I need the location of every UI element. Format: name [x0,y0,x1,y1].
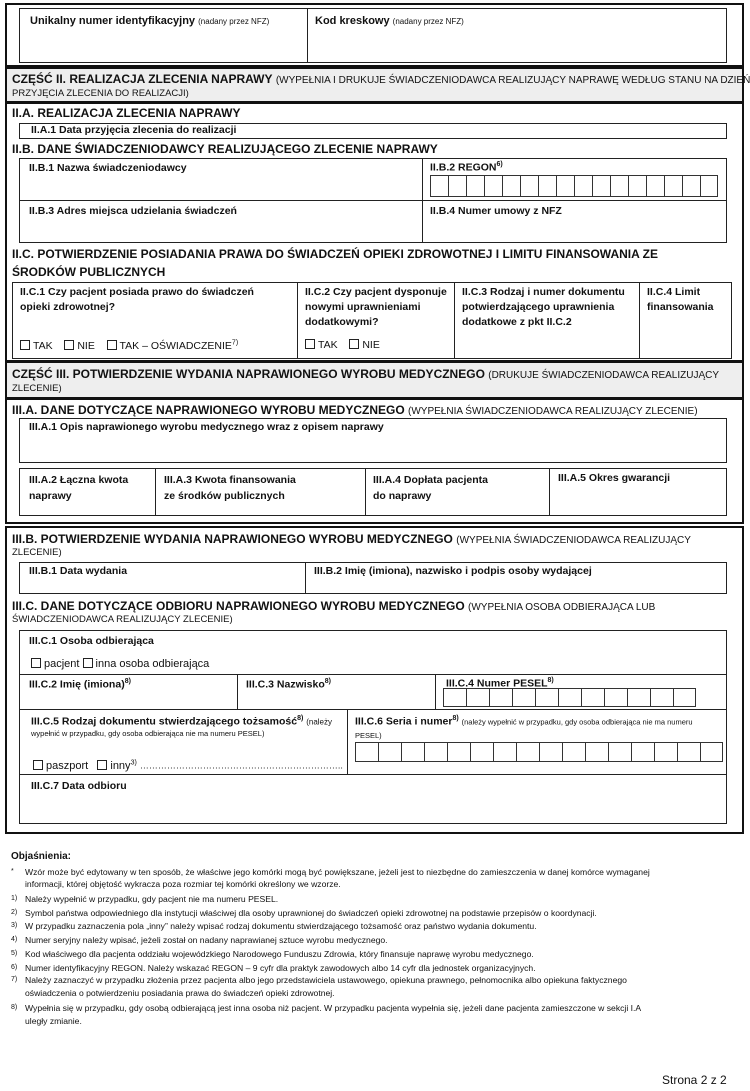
regon-digit-cells[interactable] [430,175,718,197]
footnote-text: Numer identyfikacyjny REGON. Należy wskazać REGON – 9 cyfr dla praktyk zawodowych albo 14 cyfr dla jednostek organizacyjnych. [25,963,536,973]
total-amount-label: III.A.2 Łączna kwota naprawy [29,474,129,502]
footnote-text: Należy wypełnić w przypadku, gdy pacjent nie ma numeru PESEL. [25,894,279,904]
id-document-type-note: wypełnić w przypadku, gdy osoba odbierająca nie ma numeru PESEL) [31,729,265,738]
checkbox-nie[interactable]: NIE [64,340,95,352]
part2-c-title-cont: ŚRODKÓW PUBLICZNYCH [12,265,166,279]
footnotes-heading: Objaśnienia: [11,851,72,862]
footnote-text: Symbol państwa odpowiedniego dla instytucji właściwej dla osoby uprawnionej do świadczeń opieki zdrowotnej na podstawie przepisów o koordynacji. [25,908,597,918]
provider-address-label: II.B.3 Adres miejsca udzielania świadczeń [29,205,237,217]
date-accepted-label: II.A.1 Data przyjęcia zlecenia do realizacji [31,124,237,136]
pesel-digit-cells[interactable] [443,688,696,707]
footnote-mark: 8) [11,1004,18,1011]
pesel-label: III.C.4 Numer PESEL$^{8)}$ [446,677,554,690]
barcode-label: Kod kreskowy (nadany przez NFZ) [315,15,464,27]
funding-limit-label: II.C.4 Limit finansowania [647,286,714,313]
footnote-mark: 5) [11,950,18,957]
footnote-item [11,878,341,891]
footnote-mark: 1) [11,895,18,902]
part2-c-title: II.C. POTWIERDZENIE POSIADANIA PRAWA DO ŚWIADCZEŃ OPIEKI ZDROWOTNEJ I LIMITU FINANSOWANIA ZE [12,247,659,261]
part2-a-title: II.A. REALIZACJA ZLECENIA NAPRAWY [12,106,241,120]
additional-rights-options [305,339,380,351]
page-number: Strona 2 z 2 [662,1073,727,1087]
footnote-item [11,962,536,975]
rights-document-label: II.C.3 Rodzaj i numer dokumentu potwierdzającego uprawnienia dodatkowe z pkt II.C.2 [462,286,625,328]
footnote-item [11,866,650,879]
additional-rights-label: II.C.2 Czy pacjent dysponuje nowymi uprawnieniami dodatkowymi? [305,286,447,328]
issue-date-label: III.B.1 Data wydania [29,565,128,577]
public-funding-label: III.A.3 Kwota finansowania ze środków publicznych [164,474,296,502]
series-number-cells[interactable] [355,742,723,762]
checkbox-inny[interactable]: inny$^{3)}$ [97,760,136,772]
part3-b-note: ZLECENIE) [12,547,62,558]
checkbox-paszport[interactable]: paszport [33,760,88,772]
checkbox-tak-oswiadczenie[interactable]: TAK – OŚWIADCZENIE$^{7)}$ [107,340,239,352]
footnote-text: oświadczenia o potwierdzeniu posiadania prawa do świadczeń opieki zdrowotnej. [25,988,335,998]
footnote-text: W przypadku zaznaczenia pola „inny” należy wpisać rodzaj dokumentu stwierdzającego tożsamość oraz państwo wydania dokumentu. [25,921,537,931]
repair-description-label: III.A.1 Opis naprawionego wyrobu medycznego wraz z opisem naprawy [29,421,384,433]
footnote-text: Wypełnia się w przypadku, gdy osobą odbierającą jest inna osoba niż pacjent. W przypadku pacjenta wypełnia się, jeżeli dane pacjenta zamieszczone w sekcji I.A [25,1003,642,1013]
footnote-text: Wzór może być edytowany w ten sposób, że właściwe jego komórki mogą być powiększane, jeżeli jest to niezbędne do zamieszczenia w danej komórce wymaganej [25,867,650,877]
right-to-care-options [20,339,238,352]
footnote-mark: 6) [11,964,18,971]
id-document-options [33,759,343,772]
footnote-item [11,934,388,947]
issuer-signature-label: III.B.2 Imię (imiona), nazwisko i podpis osoby wydającej [314,565,592,577]
footnote-text: informacji, której objętość wykracza poza rozmiar tej komórki określony we wzorze. [25,879,341,889]
pickup-person-options [31,658,209,670]
footnote-item [11,974,627,987]
footnote-text: Numer seryjny należy wpisać, jeżeli został on nadany naprawianej sztuce wyrobu medycznego. [25,935,388,945]
checkbox-inna-osoba[interactable]: inna osoba odbierająca [83,658,210,670]
checkbox-nie-c2[interactable]: NIE [349,339,380,351]
part2-b-title: II.B. DANE ŚWIADCZENIODAWCY REALIZUJĄCEGO ZLECENIE NAPRAWY [12,142,438,156]
warranty-label: III.A.5 Okres gwarancji [558,472,671,484]
footnote-item [11,907,597,920]
footnote-mark: * [11,868,14,875]
footnote-item [11,1015,82,1028]
footnote-mark: 7) [11,976,18,983]
right-to-care-label: II.C.1 Czy pacjent posiada prawo do świadczeń opieki zdrowotnej? [20,286,254,313]
first-name-label: III.C.2 Imię (imiona)$^{8)}$ [29,678,131,691]
footnote-text: Należy zaznaczyć w przypadku złożenia przez pacjenta albo jego przedstawiciela ustawowego, opiekuna prawnego, pełnomocnika albo opiekuna faktycznego [25,975,627,985]
pickup-person-label: III.C.1 Osoba odbierająca [29,635,154,647]
series-number-label: III.C.6 Seria i numer$^{8)}$ (należy wypełnić w przypadku, gdy osoba odbierająca nie ma numeru [355,715,693,728]
part3-c-title: III.C. DANE DOTYCZĄCE ODBIORU NAPRAWIONEGO WYROBU MEDYCZNEGO (WYPEŁNIA OSOBA ODBIERAJĄCA LUB [12,599,656,613]
footnote-item [11,948,534,961]
footnote-item [11,920,537,933]
footnote-item [11,893,278,906]
part3-b-title: III.B. POTWIERDZENIE WYDANIA NAPRAWIONEGO WYROBU MEDYCZNEGO (WYPEŁNIA ŚWIADCZENIODAWCA REALIZUJĄCY [12,532,691,546]
patient-surcharge-label: III.A.4 Dopłata pacjenta do naprawy [373,474,488,502]
unique-id-label: Unikalny numer identyfikacyjny (nadany przez NFZ) [30,15,270,27]
footnote-text: Kod właściwego dla pacjenta oddziału wojewódzkiego Narodowego Funduszu Zdrowia, który finansuje naprawę wyrobu medycznego. [25,949,534,959]
part3-title: CZĘŚĆ III. POTWIERDZENIE WYDANIA NAPRAWIONEGO WYROBU MEDYCZNEGO (DRUKUJE ŚWIADCZENIODAWCA REALIZUJĄCY [12,367,720,381]
regon-label: II.B.2 REGON$^{6)}$ [430,161,503,174]
contract-number-label: II.B.4 Numer umowy z NFZ [430,205,562,217]
provider-name-label: II.B.1 Nazwa świadczeniodawcy [29,162,187,174]
checkbox-tak-c2[interactable]: TAK [305,339,338,351]
footnote-mark: 2) [11,909,18,916]
footnote-item [11,987,335,1000]
series-number-note: PESEL) [355,731,382,740]
part2-title: CZĘŚĆ II. REALIZACJA ZLECENIA NAPRAWY (WYPEŁNIA I DRUKUJE ŚWIADCZENIODAWCA REALIZUJĄCY NAPRAWĘ WEDŁUG STANU NA DZIEŃ [12,72,750,86]
pickup-date-field[interactable] [20,776,726,823]
part3-note: ZLECENIE) [12,383,62,394]
checkbox-tak[interactable]: TAK [20,340,53,352]
id-document-type-label: III.C.5 Rodzaj dokumentu stwierdzającego tożsamość$^{8)}$ (należy [31,715,333,728]
part3-a-title: III.A. DANE DOTYCZĄCE NAPRAWIONEGO WYROBU MEDYCZNEGO (WYPEŁNIA ŚWIADCZENIODAWCA REALIZUJĄCY ZLECENIE) [12,403,698,417]
footnote-text: uległy zmianie. [25,1016,82,1026]
part3-c-note: ŚWIADCZENIODAWCA REALIZUJĄCY ZLECENIE) [12,614,233,625]
footnote-mark: 4) [11,936,18,943]
checkbox-pacjent[interactable]: pacjent [31,658,79,670]
last-name-label: III.C.3 Nazwisko$^{8)}$ [246,678,332,691]
footnote-mark: 3) [11,922,18,929]
footnote-item [11,1002,641,1015]
pickup-date-label: III.C.7 Data odbioru [31,780,127,792]
part2-note: PRZYJĘCIA ZLECENIA DO REALIZACJI) [12,88,189,99]
other-document-dotted-line[interactable]: ………………………………………………………….. [139,760,343,771]
